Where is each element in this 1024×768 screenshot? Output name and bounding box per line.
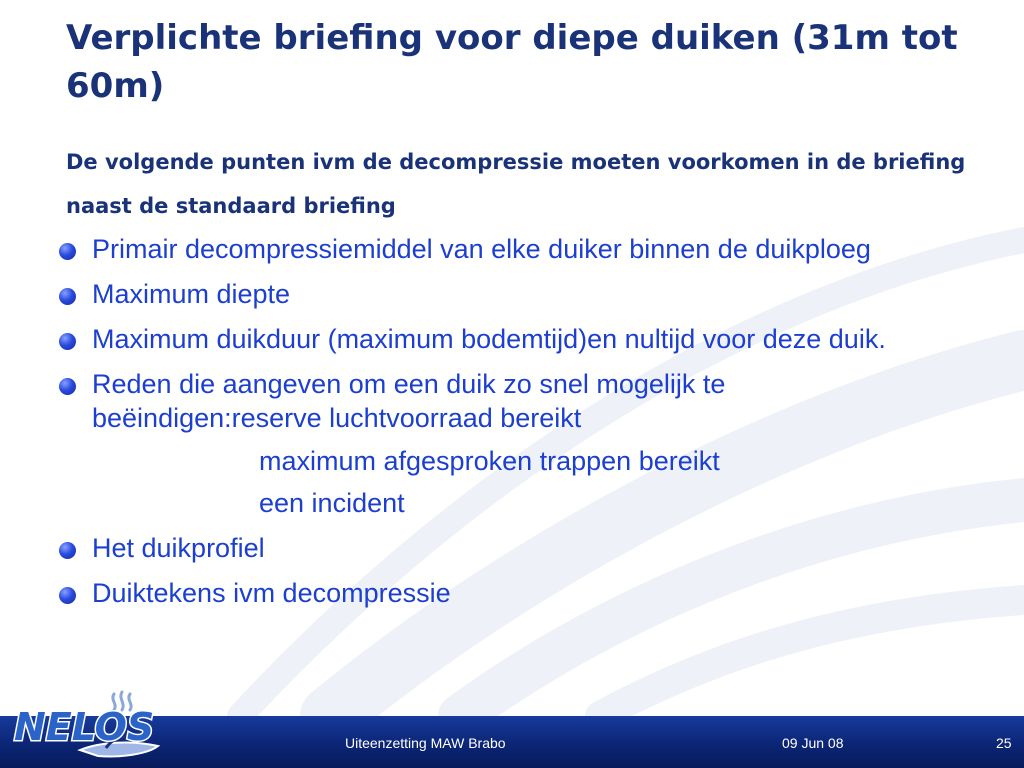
slide-subtitle: De volgende punten ivm de decompressie moeten voorkomen in de briefing naast de standaard briefing <box>66 150 966 218</box>
bullet-icon <box>59 378 76 395</box>
bullet-icon <box>59 587 76 604</box>
bullet-text: Duiktekens ivm decompressie <box>92 578 451 608</box>
bullet-text: Maximum duikduur (maximum bodemtijd)en nultijd voor deze duik. <box>92 324 886 354</box>
slide-title: Verplichte briefing voor diepe duiken (31m tot 60m) <box>66 18 958 106</box>
list-item <box>56 576 956 610</box>
bullet-icon <box>59 243 76 260</box>
bullet-text: Reden die aangeven om een duik zo snel mogelijk te beëindigen:reserve luchtvoorraad bereikt <box>92 369 726 433</box>
footer-title: Uiteenzetting MAW Brabo <box>345 735 506 751</box>
bullet-icon <box>59 333 76 350</box>
bullet-subtext: een incident <box>259 488 405 518</box>
list-item <box>56 277 956 311</box>
bullet-icon <box>59 288 76 305</box>
list-item <box>56 232 956 266</box>
list-item <box>56 531 956 565</box>
list-item <box>56 367 956 520</box>
bullet-text: Maximum diepte <box>92 279 291 309</box>
page-number: 25 <box>996 735 1012 751</box>
nelos-logo <box>10 690 170 762</box>
bullet-text: Het duikprofiel <box>92 533 265 563</box>
bullet-text: Primair decompressiemiddel van elke duiker binnen de duikploeg <box>92 234 871 264</box>
bullet-icon <box>59 542 76 559</box>
footer-date: 09 Jun 08 <box>782 735 844 751</box>
bullet-list <box>56 232 956 621</box>
logo-text: NELOS <box>14 705 155 749</box>
list-item <box>56 322 956 356</box>
bullet-subtext: maximum afgesproken trappen bereikt <box>259 446 720 476</box>
